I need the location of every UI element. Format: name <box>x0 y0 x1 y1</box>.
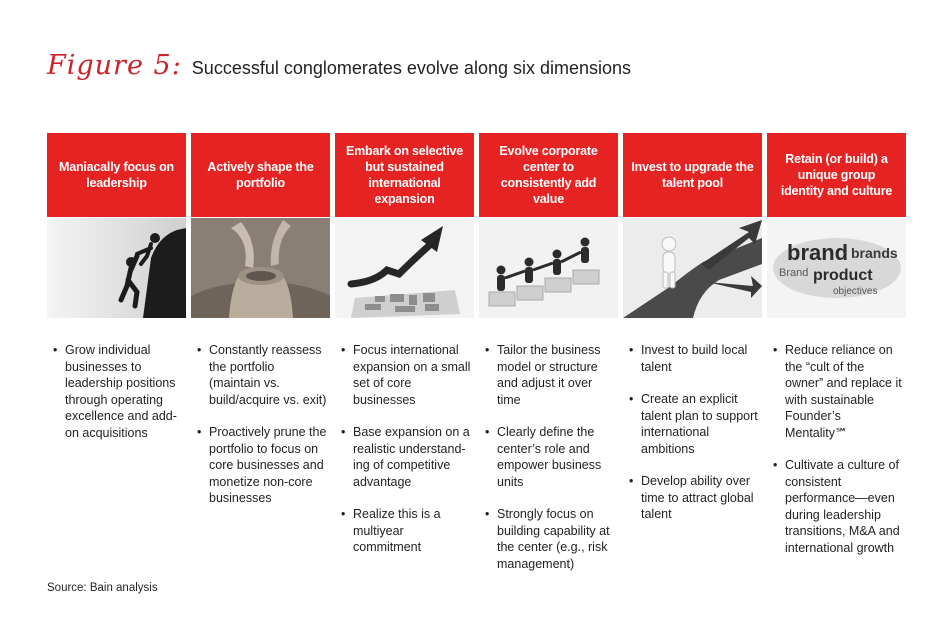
bullet-list <box>623 342 762 523</box>
bullet-item: • Grow individual businesses to leadership positions through operating excellence and add-on acquisitions <box>65 342 184 441</box>
column-header: Retain (or build) a unique group identity and culture <box>767 133 906 217</box>
bullet-item: • Realize this is a multiyear commitment <box>353 506 472 556</box>
bullet-list <box>335 342 474 556</box>
bullet-item: • Focus international expansion on a small set of core businesses <box>353 342 472 408</box>
dimension-column-leadership <box>47 133 186 457</box>
column-header: Actively shape the portfolio <box>191 133 330 217</box>
svg-text:Brand: Brand <box>779 267 809 279</box>
figure-title-text: Successful conglomerates evolve along six dimensions <box>191 58 632 78</box>
bullet-item: • Constantly reassess the portfolio (maintain vs. build/acquire vs. exit) <box>209 342 328 408</box>
svg-text:objectives: objectives <box>833 286 878 297</box>
figures-on-puzzle-pieces-icon <box>479 218 618 318</box>
dimension-column-portfolio <box>191 133 330 523</box>
column-header: Maniacally focus on leadership <box>47 133 186 217</box>
figure-title <box>47 50 631 81</box>
bullet-item: • Develop ability over time to attract global talent <box>641 473 760 523</box>
bullet-item: • Tailor the business model or structure and adjust it over time <box>497 342 616 408</box>
column-header: Evolve corporate center to consistently add value <box>479 133 618 217</box>
dimension-column-talent <box>623 133 762 539</box>
growth-arrow-world-map-icon <box>335 218 474 318</box>
column-header: Embark on selective but sustained international expansion <box>335 133 474 217</box>
bullet-list <box>47 342 186 441</box>
column-header: Invest to upgrade the talent pool <box>623 133 762 217</box>
dimension-column-international <box>335 133 474 572</box>
figure-at-crossroads-arrows-icon <box>623 218 762 318</box>
svg-text:brand: brand <box>787 240 849 265</box>
bullet-item: • Strongly focus on building capability at the center (e.g., risk management) <box>497 506 616 572</box>
figure-label: Figure 5: <box>47 50 182 81</box>
bullet-item: • Create an explicit talent plan to support international ambitions <box>641 391 760 457</box>
dimension-column-corporate-center <box>479 133 618 588</box>
svg-text:brands: brands <box>851 245 898 261</box>
bullet-item: • Proactively prune the portfolio to focus on core businesses and monetize non-core businesses <box>209 424 328 507</box>
bullet-item: • Clearly define the center’s role and empower business units <box>497 424 616 490</box>
bullet-list <box>767 342 906 556</box>
bullet-list <box>191 342 330 507</box>
dimension-column-identity <box>767 133 906 572</box>
bullet-item: • Invest to build local talent <box>641 342 760 375</box>
bullet-item: • Base expansion on a realistic understand-ing of competitive advantage <box>353 424 472 490</box>
bullet-list <box>479 342 618 572</box>
brand-word-cloud-icon <box>767 218 906 318</box>
bullet-item: • Reduce reliance on the “cult of the owner” and replace it with sustainable Founder’s Mentality℠ <box>785 342 904 441</box>
svg-text:product: product <box>813 267 873 284</box>
climbers-helping-hand-icon <box>47 218 186 318</box>
source-note: Source: Bain analysis <box>47 582 158 594</box>
pottery-wheel-icon <box>191 218 330 318</box>
bullet-item: • Cultivate a culture of consistent performance—even during leadership transitions, M&A and international growth <box>785 457 904 556</box>
